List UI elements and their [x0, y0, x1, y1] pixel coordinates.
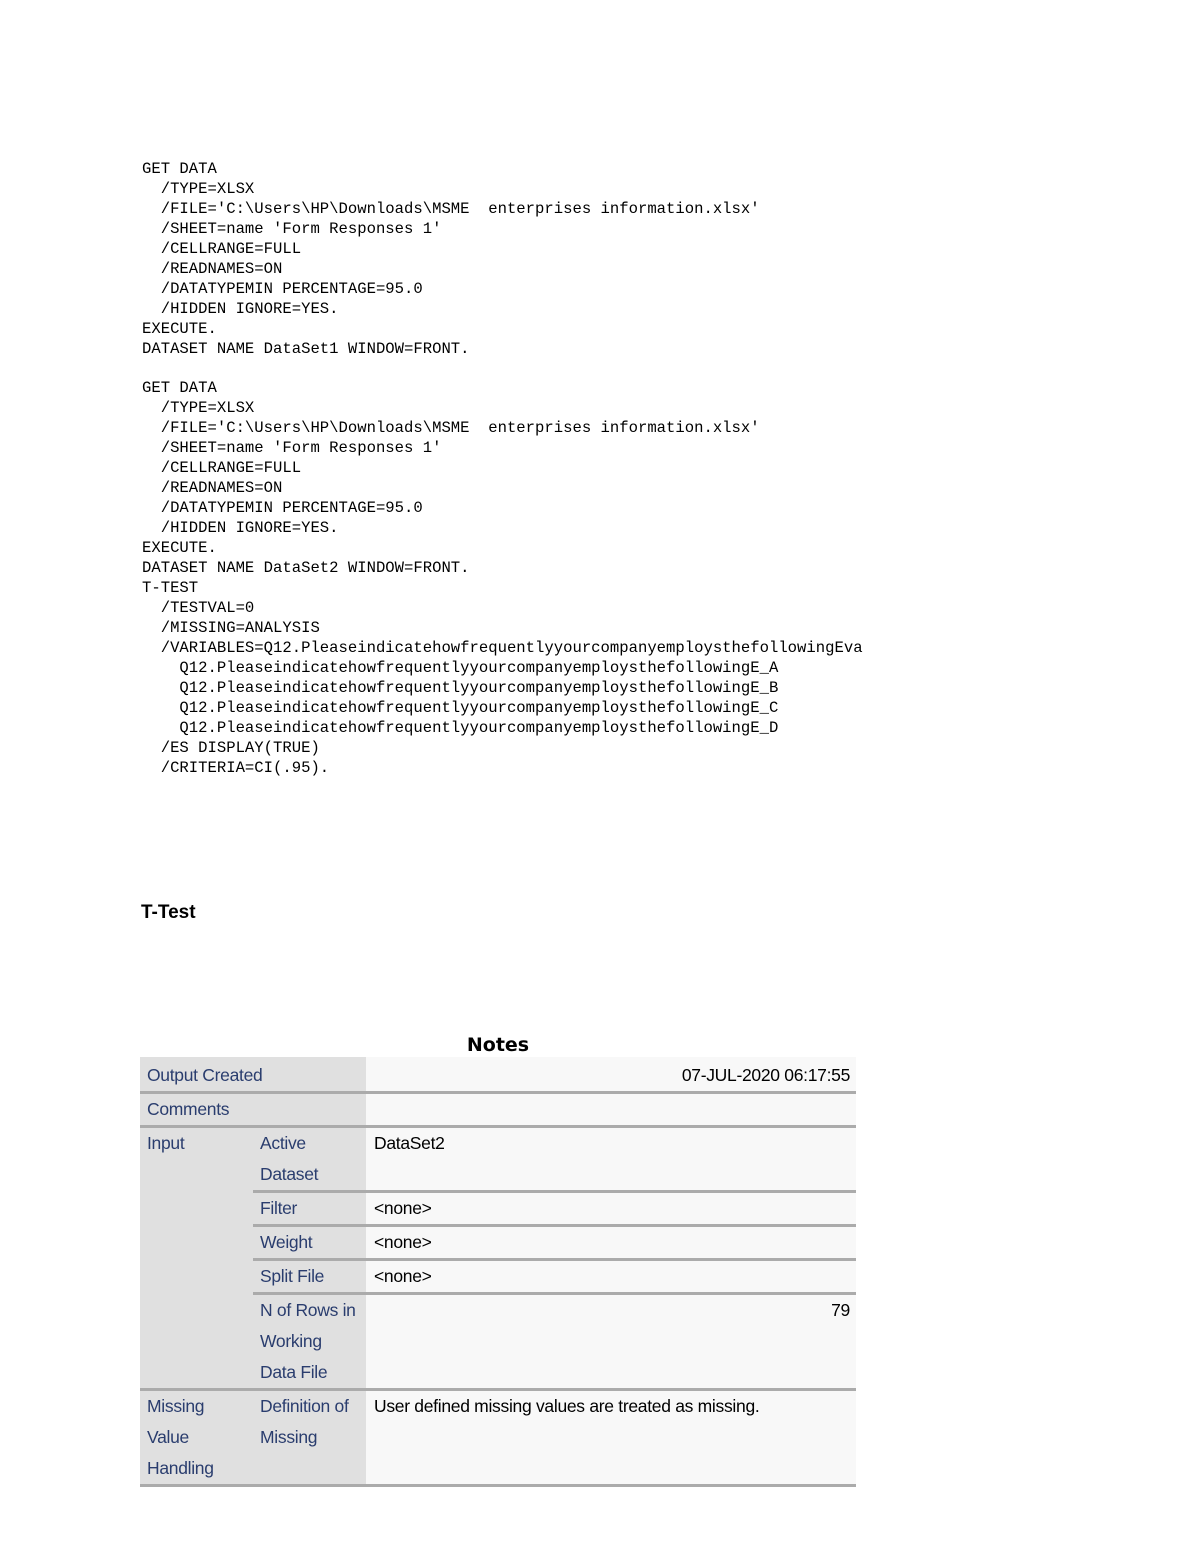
active-dataset-label: Active Dataset: [253, 1127, 366, 1192]
syntax-line: /CELLRANGE=FULL: [142, 459, 302, 478]
syntax-line: T-TEST: [142, 579, 199, 598]
syntax-line: /SHEET=name 'Form Responses 1': [142, 439, 442, 458]
table-row: [140, 1390, 856, 1486]
syntax-line: /ES DISPLAY(TRUE): [142, 738, 320, 757]
n-rows-label: N of Rows in Working Data File: [253, 1294, 366, 1390]
syntax-line: Q12.PleaseindicatehowfrequentlyyourcompanyemploysthefollowingE_D: [142, 718, 779, 737]
syntax-line: /SHEET=name 'Form Responses 1': [142, 219, 442, 238]
notes-table-title: Notes: [466, 1034, 530, 1056]
syntax-line: EXECUTE.: [142, 539, 217, 558]
syntax-line: /HIDDEN IGNORE=YES.: [142, 299, 339, 318]
syntax-line: /READNAMES=ON: [142, 479, 283, 498]
syntax-line: DATASET NAME DataSet2 WINDOW=FRONT.: [142, 559, 470, 578]
output-created-label: Output Created: [140, 1057, 366, 1093]
syntax-line: /TYPE=XLSX: [142, 399, 255, 418]
syntax-line: /FILE='C:\Users\HP\Downloads\MSME enterprises information.xlsx': [142, 199, 760, 218]
syntax-log: [142, 160, 863, 779]
comments-value: [366, 1093, 856, 1127]
definition-of-missing-value: User defined missing values are treated as missing.: [366, 1390, 856, 1486]
syntax-line: Q12.PleaseindicatehowfrequentlyyourcompanyemploysthefollowingE_A: [142, 658, 779, 677]
filter-label: Filter: [253, 1192, 366, 1226]
syntax-line: /DATATYPEMIN PERCENTAGE=95.0: [142, 279, 423, 298]
split-file-label: Split File: [253, 1260, 366, 1294]
split-file-value: <none>: [366, 1260, 856, 1294]
syntax-line: DATASET NAME DataSet1 WINDOW=FRONT.: [142, 339, 470, 358]
syntax-line: /TESTVAL=0: [142, 598, 255, 617]
syntax-line: /DATATYPEMIN PERCENTAGE=95.0: [142, 499, 423, 518]
n-rows-value: 79: [366, 1294, 856, 1390]
missing-value-handling-label: Missing Value Handling: [140, 1390, 253, 1486]
active-dataset-value: DataSet2: [366, 1127, 856, 1192]
input-label: Input: [140, 1127, 253, 1390]
table-row: [140, 1057, 856, 1093]
syntax-line: /FILE='C:\Users\HP\Downloads\MSME enterprises information.xlsx': [142, 419, 760, 438]
syntax-line: /HIDDEN IGNORE=YES.: [142, 519, 339, 538]
section-heading: T-Test: [141, 902, 196, 923]
syntax-line: Q12.PleaseindicatehowfrequentlyyourcompanyemploysthefollowingE_C: [142, 698, 779, 717]
syntax-line: EXECUTE.: [142, 319, 217, 338]
output-created-value: 07-JUL-2020 06:17:55: [366, 1057, 856, 1093]
definition-of-missing-label: Definition of Missing: [253, 1390, 366, 1486]
syntax-line: /VARIABLES=Q12.PleaseindicatehowfrequentlyyourcompanyemploysthefollowingEva: [142, 638, 863, 657]
syntax-line: /MISSING=ANALYSIS: [142, 618, 320, 637]
syntax-line: /CRITERIA=CI(.95).: [142, 758, 330, 777]
table-row: [140, 1127, 856, 1192]
comments-label: Comments: [140, 1093, 366, 1127]
filter-value: <none>: [366, 1192, 856, 1226]
syntax-line: /CELLRANGE=FULL: [142, 239, 302, 258]
weight-label: Weight: [253, 1226, 366, 1260]
table-row: [140, 1093, 856, 1127]
syntax-line: GET DATA: [142, 160, 217, 178]
syntax-line: /READNAMES=ON: [142, 259, 283, 278]
notes-table: [140, 1057, 856, 1487]
syntax-line: Q12.PleaseindicatehowfrequentlyyourcompanyemploysthefollowingE_B: [142, 678, 779, 697]
weight-value: <none>: [366, 1226, 856, 1260]
syntax-line: /TYPE=XLSX: [142, 179, 255, 198]
syntax-line: GET DATA: [142, 379, 217, 398]
